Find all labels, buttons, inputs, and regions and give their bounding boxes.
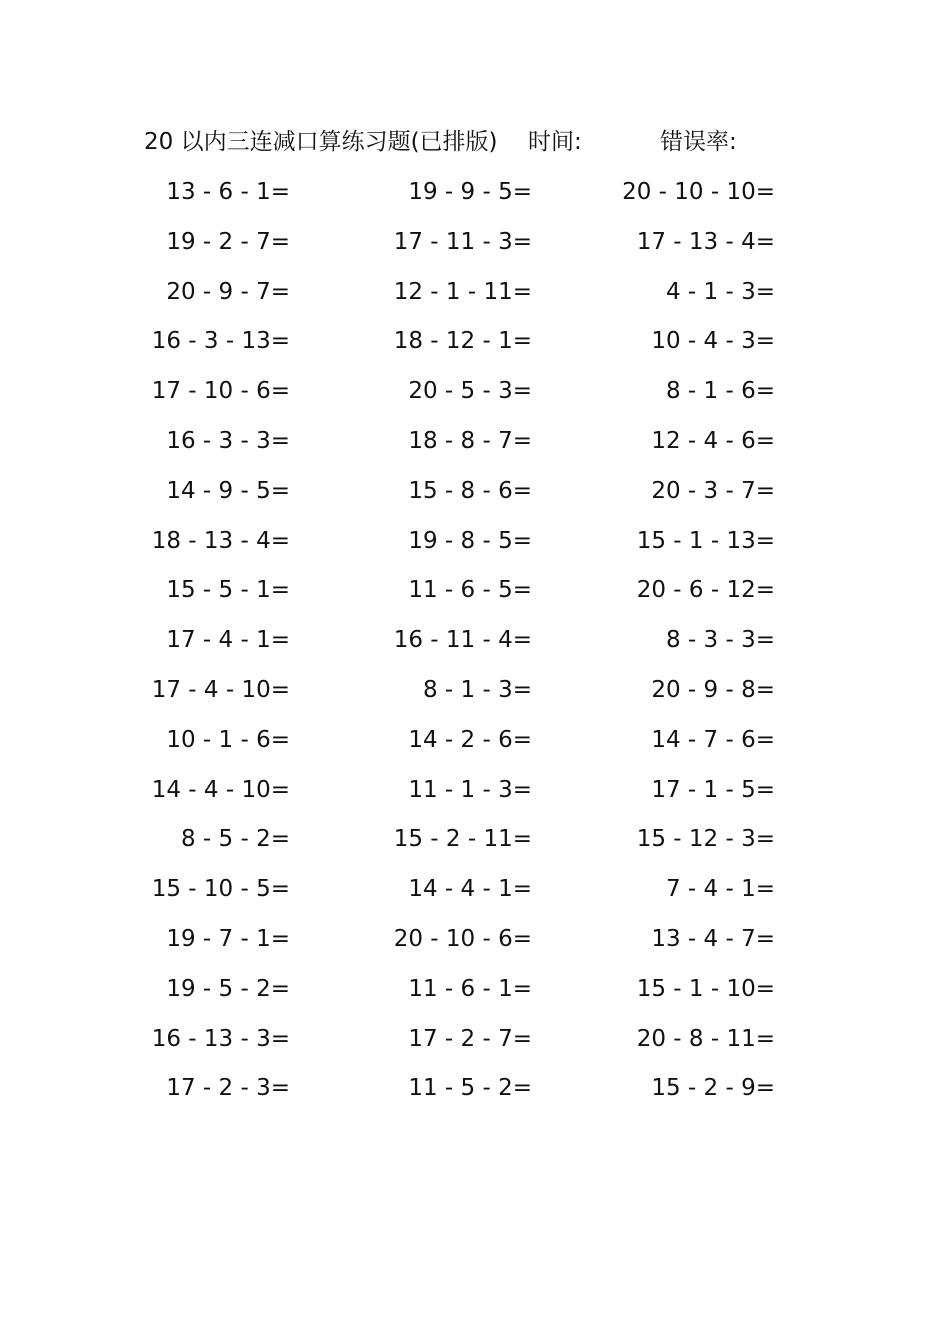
problem-item: 16 - 3 - 3= (166, 427, 290, 454)
problem-row (0, 720, 950, 770)
problem-row (0, 969, 950, 1019)
problem-item: 15 - 8 - 6= (408, 477, 532, 504)
problem-item: 11 - 6 - 1= (408, 975, 532, 1002)
problem-item: 19 - 9 - 5= (408, 179, 532, 205)
problem-item: 20 - 6 - 12= (636, 577, 775, 604)
problem-item: 11 - 5 - 2= (408, 1075, 532, 1102)
problem-item: 16 - 13 - 3= (151, 1025, 290, 1052)
problem-item: 19 - 5 - 2= (166, 975, 290, 1002)
problem-item: 20 - 8 - 11= (636, 1025, 775, 1052)
problem-row (0, 321, 950, 371)
problem-row (0, 670, 950, 720)
problem-item: 17 - 1 - 5= (651, 776, 775, 803)
problem-item: 14 - 7 - 6= (651, 726, 775, 753)
problem-item: 17 - 2 - 3= (166, 1075, 290, 1102)
problem-item: 12 - 4 - 6= (651, 427, 775, 454)
problem-row (0, 819, 950, 869)
problem-item: 15 - 1 - 10= (636, 975, 775, 1002)
problem-item: 12 - 1 - 11= (393, 278, 532, 305)
problem-item: 4 - 1 - 3= (665, 278, 775, 305)
problem-item: 17 - 11 - 3= (393, 228, 532, 255)
problem-item: 17 - 2 - 7= (408, 1025, 532, 1052)
problem-row (0, 521, 950, 571)
worksheet-header (144, 124, 804, 160)
problem-item: 17 - 10 - 6= (151, 378, 290, 405)
time-label: 时间: (528, 129, 582, 155)
problem-item: 19 - 7 - 1= (166, 925, 290, 952)
problem-row (0, 770, 950, 820)
problem-item: 15 - 10 - 5= (151, 876, 290, 903)
problem-item: 18 - 12 - 1= (393, 328, 532, 355)
problem-item: 14 - 9 - 5= (166, 477, 290, 504)
problem-item: 15 - 2 - 9= (651, 1075, 775, 1102)
problem-grid (0, 172, 950, 1118)
problem-item: 14 - 4 - 10= (151, 776, 290, 803)
problem-row (0, 471, 950, 521)
problem-item: 16 - 3 - 13= (151, 328, 290, 355)
problem-row (0, 570, 950, 620)
problem-row (0, 421, 950, 471)
problem-item: 20 - 10 - 10= (622, 179, 775, 205)
problem-item: 20 - 5 - 3= (408, 378, 532, 405)
problem-item: 16 - 11 - 4= (393, 627, 532, 654)
problem-item: 17 - 13 - 4= (636, 228, 775, 255)
problem-item: 11 - 1 - 3= (408, 776, 532, 803)
problem-item: 13 - 4 - 7= (651, 925, 775, 952)
problem-item: 20 - 10 - 6= (393, 925, 532, 952)
problem-item: 7 - 4 - 1= (665, 876, 775, 903)
problem-item: 17 - 4 - 1= (166, 627, 290, 654)
problem-item: 19 - 8 - 5= (408, 527, 532, 554)
problem-row (0, 222, 950, 272)
worksheet-title: 20 以内三连减口算练习题(已排版) (144, 129, 498, 155)
problem-item: 14 - 2 - 6= (408, 726, 532, 753)
problem-item: 15 - 2 - 11= (393, 826, 532, 853)
problem-row (0, 1019, 950, 1069)
problem-item: 18 - 13 - 4= (151, 527, 290, 554)
problem-row (0, 869, 950, 919)
problem-item: 20 - 3 - 7= (651, 477, 775, 504)
problem-item: 19 - 2 - 7= (166, 228, 290, 255)
problem-item: 8 - 1 - 6= (665, 378, 775, 405)
problem-item: 13 - 6 - 1= (166, 179, 290, 205)
problem-item: 17 - 4 - 10= (151, 676, 290, 703)
problem-item: 20 - 9 - 7= (166, 278, 290, 305)
problem-item: 8 - 1 - 3= (422, 676, 532, 703)
problem-item: 10 - 4 - 3= (651, 328, 775, 355)
problem-row (0, 172, 950, 222)
problem-item: 8 - 5 - 2= (180, 826, 290, 853)
error-rate-label: 错误率: (660, 129, 737, 155)
problem-row (0, 620, 950, 670)
problem-item: 20 - 9 - 8= (651, 676, 775, 703)
problem-row (0, 371, 950, 421)
problem-item: 15 - 1 - 13= (636, 527, 775, 554)
problem-row (0, 919, 950, 969)
problem-item: 10 - 1 - 6= (166, 726, 290, 753)
problem-item: 18 - 8 - 7= (408, 427, 532, 454)
problem-item: 15 - 5 - 1= (166, 577, 290, 604)
problem-item: 15 - 12 - 3= (636, 826, 775, 853)
problem-item: 14 - 4 - 1= (408, 876, 532, 903)
problem-row (0, 1068, 950, 1118)
problem-row (0, 272, 950, 322)
problem-item: 8 - 3 - 3= (665, 627, 775, 654)
problem-item: 11 - 6 - 5= (408, 577, 532, 604)
